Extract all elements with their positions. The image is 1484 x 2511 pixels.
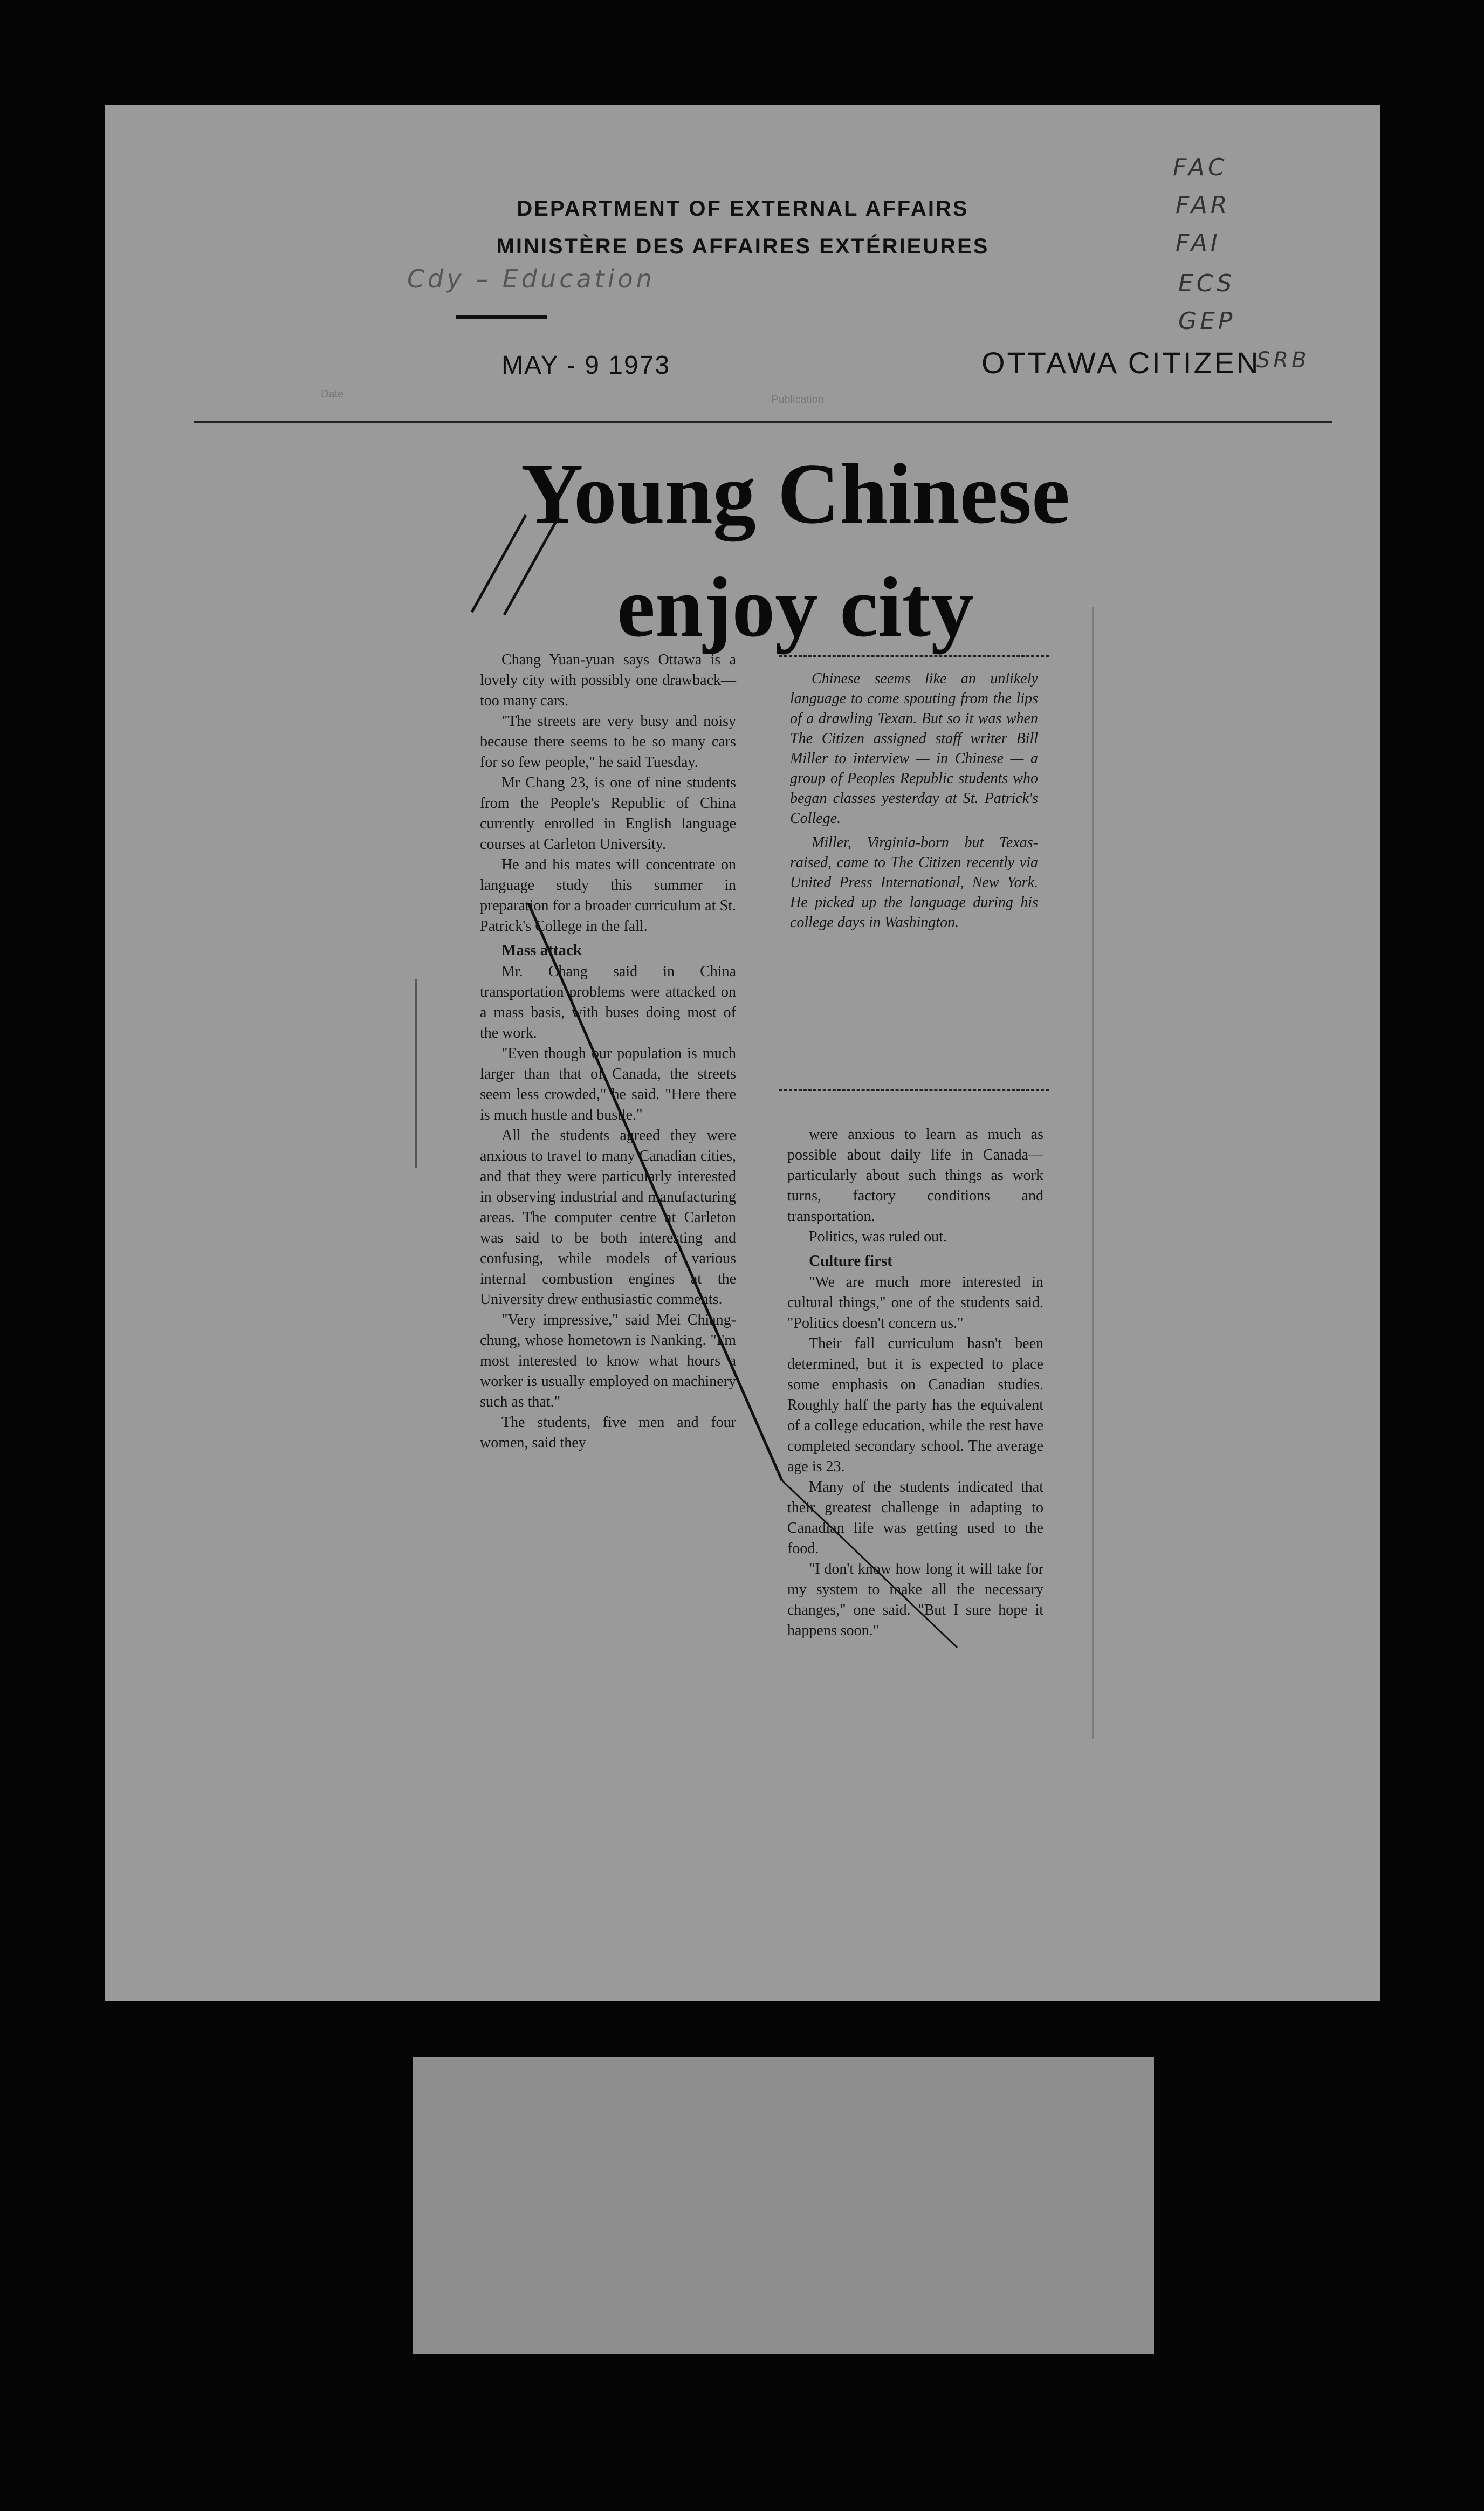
date-label: Date bbox=[321, 388, 344, 400]
paragraph: The students, five men and four women, said they bbox=[480, 1414, 736, 1451]
paragraph: "We are much more interested in cultural things," one of the students said. "Politics doesn't concern us." bbox=[787, 1274, 1043, 1332]
blank-slip bbox=[413, 2057, 1154, 2354]
handwritten-initials: SRB bbox=[1256, 348, 1310, 373]
paragraph: Chang Yuan-yuan says Ottawa is a lovely city with possibly one drawback—too many cars. bbox=[480, 651, 736, 709]
note-paragraph: Chinese seems like an unlikely language to come spouting from the lips of a drawling Texan. But so it was when The Citizen assigned staff writer Bill Miller to interview — in Chinese — a group of Peoples Republic students who began classes yesterday at St. Patrick's College. bbox=[790, 670, 1038, 827]
paragraph: "I don't know how long it will take for my system to make all the necessary changes," one said. "But I sure hope it happens soon." bbox=[787, 1561, 1043, 1639]
department-french: MINISTÈRE DES AFFAIRES EXTÉRIEURES bbox=[496, 235, 990, 258]
slash-mark bbox=[472, 515, 526, 612]
paragraph: Their fall curriculum hasn't been determined, but it is expected to place some emphasis on Canadian studies. Roughly half the party has the equivalent of a college education, while the rest have completed secondary school. The average age is 23. bbox=[787, 1335, 1043, 1475]
handwritten-subject: Cdy – Education bbox=[407, 264, 655, 293]
paragraph: "Even though our population is much larger than that of Canada, the streets seem less crowded," he said. "Here there is much hustle and bustle." bbox=[480, 1045, 736, 1123]
paragraph: All the students agreed they were anxious to travel to many Canadian cities, and that they were particularly interested in observing industrial and manufacturing areas. The computer centre at Carleton was said to be both interesting and confusing, while models of various internal combustion engines at the University drew enthusiastic comments. bbox=[480, 1127, 736, 1308]
publication-name: OTTAWA CITIZEN bbox=[981, 346, 1261, 380]
headline-line-1: Young Chinese bbox=[520, 445, 1070, 541]
department-english: DEPARTMENT OF EXTERNAL AFFAIRS bbox=[517, 197, 969, 221]
diagonal-pen-line bbox=[528, 903, 782, 1480]
note-paragraph: Miller, Virginia-born but Texas-raised, came to The Citizen recently via United Press International, New York. He picked up the language during his college days in Washington. bbox=[790, 834, 1038, 931]
publication-label: Publication bbox=[771, 394, 824, 406]
paragraph: Mr Chang 23, is one of nine students from the People's Republic of China currently enrolled in English language courses at Carleton University. bbox=[480, 774, 736, 853]
paragraph: Mr. Chang said in China transportation problems were attacked on a mass basis, with buses doing most of the work. bbox=[480, 963, 736, 1041]
subhead-mass-attack: Mass attack bbox=[501, 942, 582, 959]
diagonal-pen-line bbox=[782, 1480, 957, 1648]
paragraph: "Very impressive," said Mei Chiang-chung, whose hometown is Nanking. "I'm most interested to know what hours a worker is usually employed on machinery such as that." bbox=[480, 1312, 736, 1410]
pen-marks bbox=[105, 105, 1380, 2001]
clipping-date: MAY - 9 1973 bbox=[501, 351, 671, 380]
paragraph: He and his mates will concentrate on language study this summer in preparation for a broader curriculum at St. Patrick's College in the fall. bbox=[480, 856, 736, 935]
handwritten-code-3: FAI bbox=[1176, 229, 1221, 257]
subhead-culture-first: Culture first bbox=[809, 1252, 892, 1270]
paragraph: were anxious to learn as much as possible about daily life in Canada—particularly about such things as work turns, factory conditions and transportation. bbox=[787, 1126, 1043, 1225]
paragraph: Many of the students indicated that their greatest challenge in adapting to Canadian life was getting used to the food. bbox=[787, 1479, 1043, 1557]
handwritten-code-1: FAC bbox=[1173, 154, 1228, 181]
handwritten-code-2: FAR bbox=[1176, 191, 1231, 219]
clipping-page bbox=[105, 105, 1380, 2001]
handwritten-code-4: ECS bbox=[1178, 270, 1235, 297]
slash-mark bbox=[504, 518, 558, 615]
headline-line-2: enjoy city bbox=[616, 559, 974, 655]
paragraph: Politics, was ruled out. bbox=[809, 1229, 947, 1245]
paragraph: "The streets are very busy and noisy because there seems to be so many cars for so few people," he said Tuesday. bbox=[480, 713, 736, 771]
handwritten-code-5: GEP bbox=[1178, 307, 1236, 335]
